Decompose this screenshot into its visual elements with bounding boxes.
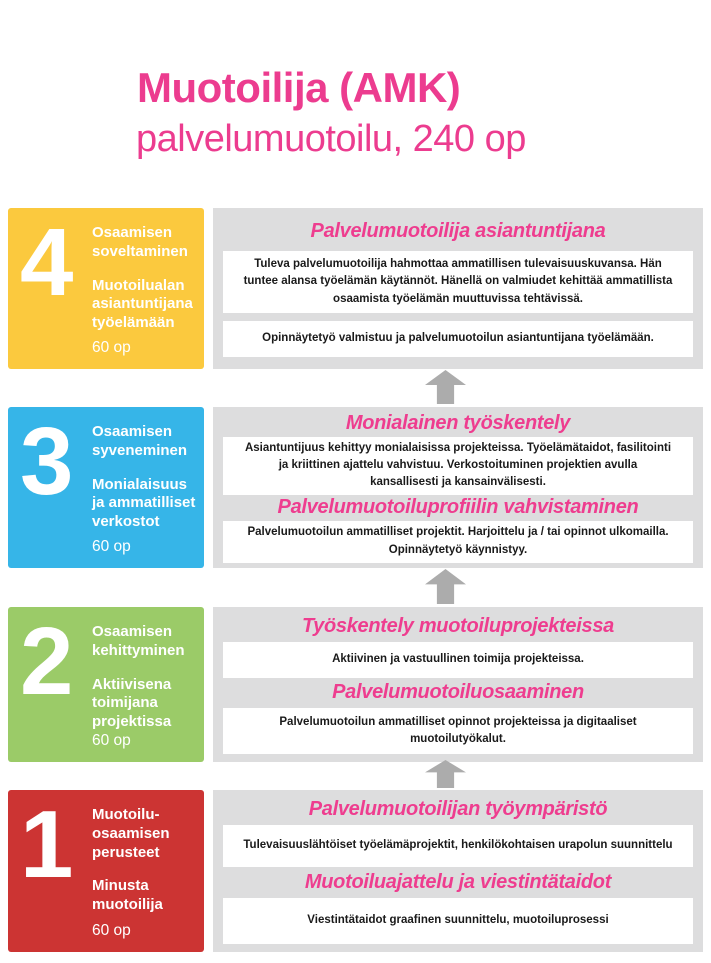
level-credits: 60 op [92,338,131,356]
level-2-panel [213,607,703,762]
panel-heading: Palvelumuotoilijan työympäristö [308,798,608,820]
arrow-up-icon [425,760,466,788]
level-credits: 60 op [92,921,131,939]
level-number: 3 [20,408,71,515]
arrow-up-icon [425,370,466,404]
panel-text-box: Tulevaisuuslähtöiset työelämäprojektit, henkilökohtaisen urapolun suunnittelu [223,825,693,867]
page-title: Muotoilija (AMK) [137,64,461,111]
level-1-card [8,790,204,952]
level-theme: Minusta muotoilija [92,877,163,913]
panel-heading: Muotoiluajattelu ja viestintätaidot [304,871,612,893]
panel-text-box: Tuleva palvelumuotoilija hahmottaa ammatillisen tulevaisuuskuvansa. Hän tuntee alansa työelämän käytännöt. Hänellä on valmiudet kehittää ammatillista osaamista työelämän muuttuvissa tehtävissä. [223,251,693,313]
panel-heading: Palvelumuotoiluosaaminen [332,681,584,704]
panel-text-box: Palvelumuotoilun ammatilliset opinnot projekteissa ja digitaaliset muotoilutyökalut. [223,708,693,754]
level-number: 1 [20,791,71,898]
level-4-card [8,208,204,369]
level-number: 4 [20,209,71,316]
level-4-section [8,208,703,369]
panel-heading: Palvelumuotoilija asiantuntijana [310,220,606,242]
level-credits: 60 op [92,731,131,749]
level-2-card [8,607,204,762]
panel-text-box: Asiantuntijuus kehittyy monialaisissa projekteissa. Työelämätaidot, fasilitointi ja kriittinen ajattelu vahvistuu. Verkostoituminen projektien avulla kansallisesti ja kansainvälisesti. [223,437,693,495]
panel-text-box: Viestintätaidot graafinen suunnittelu, muotoiluprosessi [223,898,693,944]
panel-heading: Palvelumuotoiluprofiilin vahvistaminen [277,496,639,519]
level-3-panel [213,407,703,568]
level-credits: 60 op [92,537,131,555]
level-theme: Aktiivisena toimijana projektissa [92,675,172,730]
panel-text-box: Palvelumuotoilun ammatilliset projektit. Harjoittelu ja / tai opinnot ulkomailla. Opinnäytetyö käynnistyy. [223,521,693,563]
level-4-panel [213,208,703,369]
level-theme: Muotoilualan asiantuntijana työelämään [92,276,193,331]
arrow-up-icon [425,569,466,604]
panel-heading: Työskentely muotoiluprojekteissa [302,614,614,637]
level-1-panel [213,790,703,952]
panel-heading: Monialainen työskentely [345,412,571,435]
level-2-section [8,607,703,762]
page-subtitle: palvelumuotoilu, 240 op [136,118,526,160]
level-theme: Monialaisuus ja ammatilliset verkostot [92,475,196,530]
level-phase: Osaamisen soveltaminen [92,224,188,260]
level-number: 2 [20,608,71,715]
level-3-card [8,407,204,568]
panel-text-box: Aktiivinen ja vastuullinen toimija projekteissa. [223,642,693,678]
level-phase: Osaamisen syveneminen [92,423,188,459]
level-phase: Osaamisen kehittyminen [92,623,185,659]
level-1-section [8,790,703,952]
panel-text-box: Opinnäytetyö valmistuu ja palvelumuotoilun asiantuntijana työelämään. [223,321,693,357]
level-phase: Muotoilu-osaamisen perusteet [92,806,170,861]
level-3-section [8,407,703,568]
